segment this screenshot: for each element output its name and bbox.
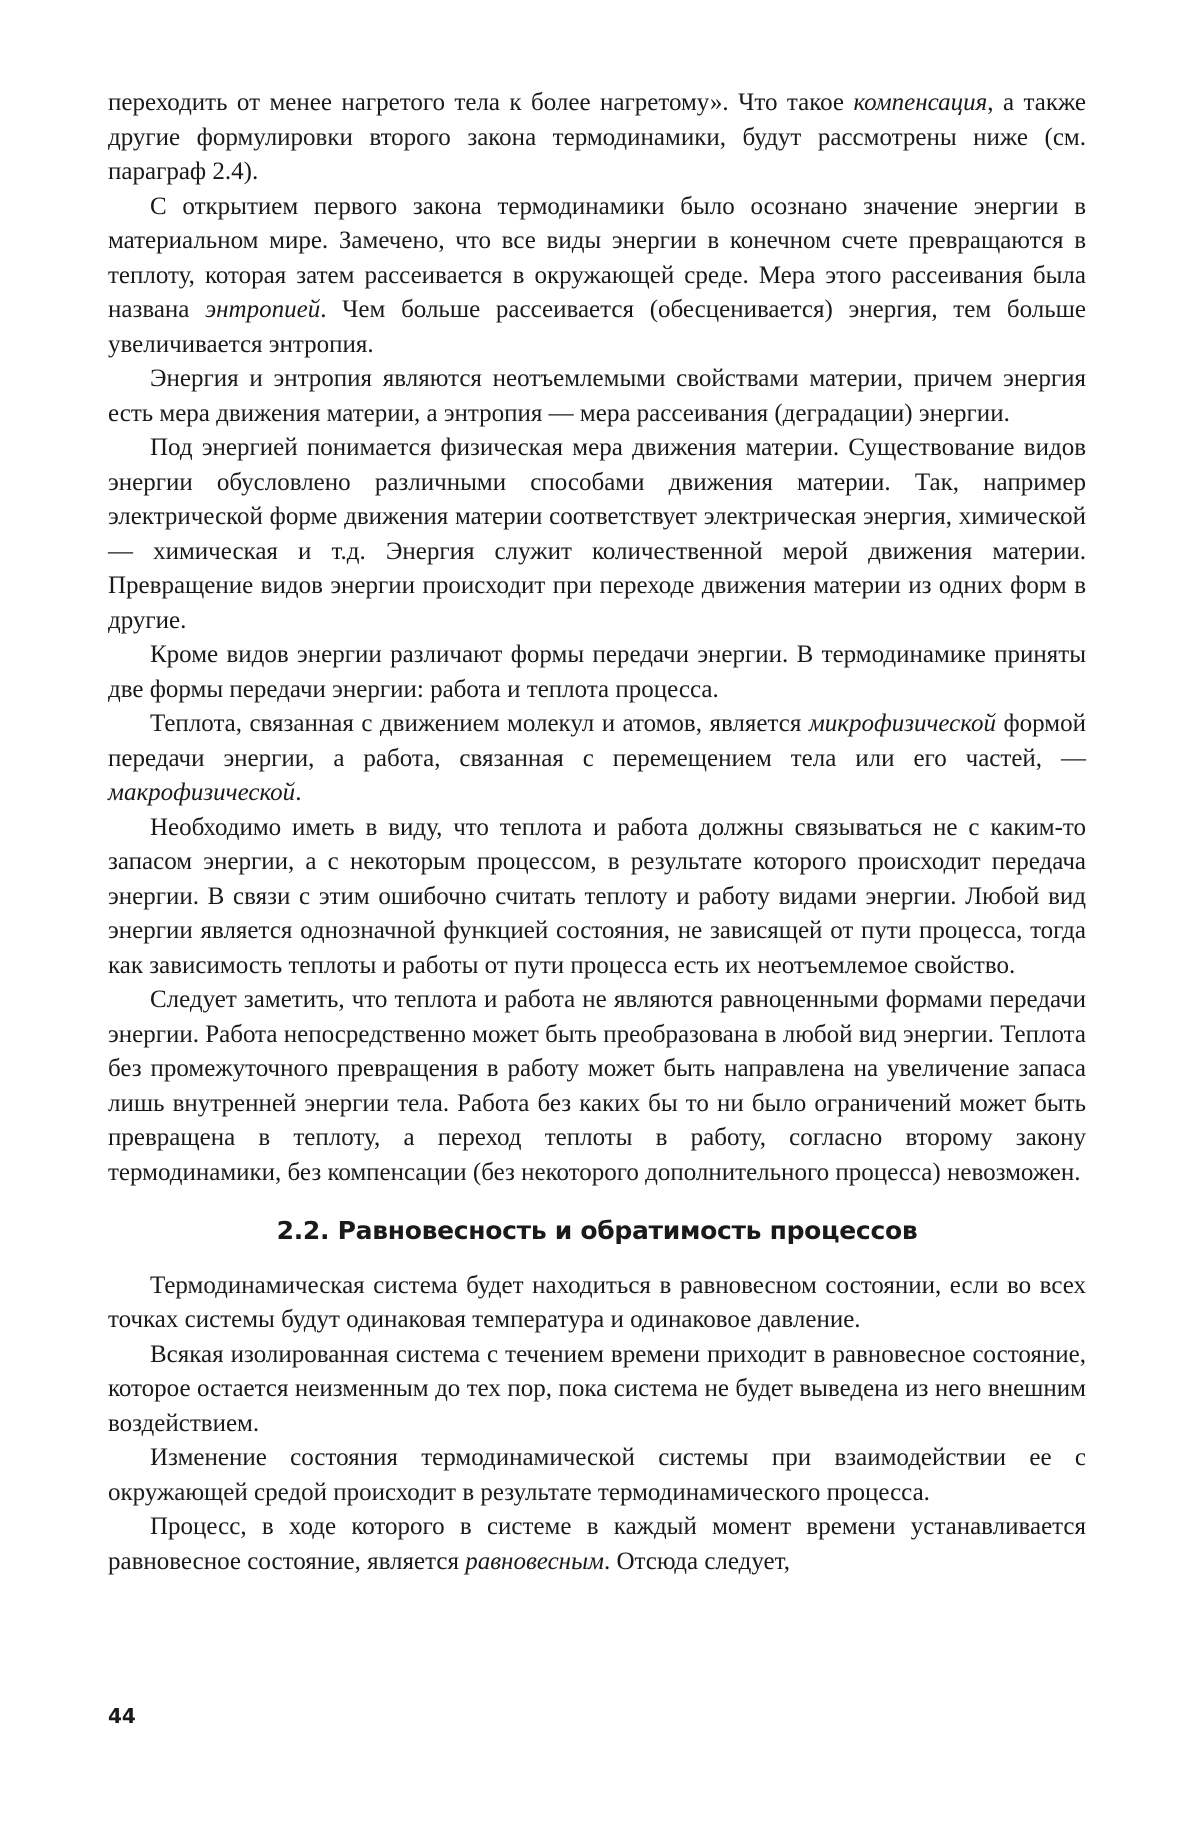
paragraph: Следует заметить, что теплота и работа не являются равноценными формами передачи энергии. Работа непосредственно может быть преобразована в любой вид энергии. Теплота без промежуточного превращения в работу может быть направлена на увеличение запаса лишь внутренней энергии тела. Работа без каких бы то ни было ограничений может быть превращена в теплоту, а переход теплоты в работу, согласно второму закону термодинамики, без компенсации (без некоторого дополнительного процесса) невозможен. — [108, 983, 1086, 1190]
paragraph: С открытием первого закона термодинамики было осознано значение энергии в материальном мире. Замечено, что все виды энергии в конечном счете превращаются в теплоту, которая затем рассеивается в окружающей среде. Мера этого рассеивания была названа энтропией. Чем больше рассеивается (обесценивается) энергия, тем больше увеличивается энтропия. — [108, 190, 1086, 363]
section-heading: 2.2. Равновесность и обратимость процессов — [108, 1214, 1086, 1249]
paragraph: Необходимо иметь в виду, что теплота и работа должны связываться не с каким-то запасом энергии, а с некоторым процессом, в результате которого происходит передача энергии. В связи с этим ошибочно считать теплоту и работу видами энергии. Любой вид энергии является однозначной функцией состояния, не зависящей от пути процесса, тогда как зависимость теплоты и работы от пути процесса есть их неотъемлемое свойство. — [108, 811, 1086, 984]
paragraph: Энергия и энтропия являются неотъемлемыми свойствами материи, причем энергия есть мера движения материи, а энтропия — мера рассеивания (деградации) энергии. — [108, 362, 1086, 431]
paragraph: Всякая изолированная система с течением времени приходит в равновесное состояние, которое остается неизменным до тех пор, пока система не будет выведена из него внешним воздействием. — [108, 1338, 1086, 1442]
book-page — [0, 0, 1200, 1842]
page-number: 44 — [108, 1704, 136, 1728]
italic-term: микрофизической — [809, 710, 996, 737]
paragraph: переходить от менее нагретого тела к более нагретому». Что такое компенсация, а также другие формулировки второго закона термодинамики, будут рассмотрены ниже (см. параграф 2.4). — [108, 86, 1086, 190]
italic-term: равновесным — [465, 1548, 604, 1575]
italic-term: энтропией — [205, 296, 320, 323]
page-body — [108, 86, 1086, 1579]
paragraph: Термодинамическая система будет находиться в равновесном состоянии, если во всех точках системы будут одинаковая температура и одинаковое давление. — [108, 1269, 1086, 1338]
paragraph: Под энергией понимается физическая мера движения материи. Существование видов энергии обусловлено различными способами движения материи. Так, например электрической форме движения материи соответствует электрическая энергия, химической — химическая и т.д. Энергия служит количественной мерой движения материи. Превращение видов энергии происходит при переходе движения материи из одних форм в другие. — [108, 431, 1086, 638]
paragraph: Теплота, связанная с движением молекул и атомов, является микрофизической формой передачи энергии, а работа, связанная с перемещением тела или его частей, — макрофизической. — [108, 707, 1086, 811]
italic-term: макрофизической — [108, 779, 295, 806]
paragraph: Процесс, в ходе которого в системе в каждый момент времени устанавливается равновесное состояние, является равновесным. Отсюда следует, — [108, 1510, 1086, 1579]
italic-term: компенсация — [853, 89, 987, 116]
paragraph: Изменение состояния термодинамической системы при взаимодействии ее с окружающей средой происходит в результате термодинамического процесса. — [108, 1441, 1086, 1510]
paragraph: Кроме видов энергии различают формы передачи энергии. В термодинамике приняты две формы передачи энергии: работа и теплота процесса. — [108, 638, 1086, 707]
